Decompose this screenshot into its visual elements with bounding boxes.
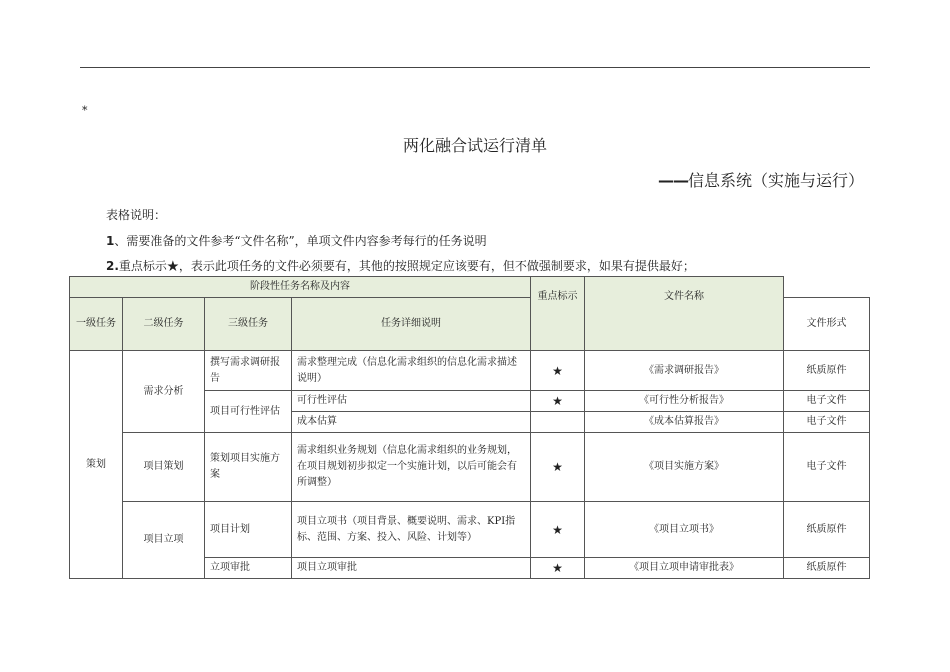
task-table	[69, 276, 870, 579]
row-detail: 需求整理完成（信息化需求组织的信息化需求描述说明）	[292, 351, 531, 391]
group-planning: 项目策划	[123, 433, 205, 502]
note-1-number: 1	[106, 234, 115, 248]
header-group: 阶段性任务名称及内容	[70, 277, 531, 298]
star-mark	[531, 412, 585, 433]
task-approval: 立项审批	[205, 558, 292, 579]
group-requirements: 需求分析	[123, 351, 205, 433]
row-detail: 可行性评估	[292, 391, 531, 412]
note-item-1	[106, 232, 487, 249]
top-divider	[80, 67, 870, 68]
subtitle-dash: ——	[657, 171, 688, 190]
task-table-wrapper	[69, 276, 870, 579]
header-blank	[784, 277, 870, 298]
file-name: 《项目立项书》	[585, 502, 784, 558]
page-subtitle	[658, 168, 864, 191]
star-mark: ★	[531, 351, 585, 391]
file-form: 纸质原件	[784, 351, 870, 391]
file-name: 《成本估算报告》	[585, 412, 784, 433]
file-name: 《项目立项申请审批表》	[585, 558, 784, 579]
header-level3: 三级任务	[205, 298, 292, 351]
row-detail: 项目立项审批	[292, 558, 531, 579]
task-project-plan: 项目计划	[205, 502, 292, 558]
star-mark: ★	[531, 558, 585, 579]
file-form: 纸质原件	[784, 502, 870, 558]
header-level1: 一级任务	[70, 298, 123, 351]
note-2-text: 重点标示★，表示此项任务的文件必须要有，其他的按照规定应该要有，但不做强制要求，如果有提供最好；	[118, 259, 695, 273]
star-mark: ★	[531, 502, 585, 558]
header-file-form: 文件形式	[784, 298, 870, 351]
header-detail: 任务详细说明	[292, 298, 531, 351]
star-mark: ★	[531, 391, 585, 412]
page-title: 两化融合试运行清单	[402, 136, 547, 155]
header-key-mark: 重点标示	[531, 277, 585, 351]
notes-heading: 表格说明：	[106, 208, 167, 222]
row-detail: 成本估算	[292, 412, 531, 433]
row-detail: 需求组织业务规划（信息化需求组织的业务规划，在项目规划初步拟定一个实施计划，以后可能会有所调整）	[292, 433, 531, 502]
task-feasibility: 项目可行性评估	[205, 391, 292, 433]
note-1-text: 、需要准备的文件参考“文件名称”，单项文件内容参考每行的任务说明	[114, 234, 487, 248]
note-item-2	[106, 257, 695, 274]
file-name: 《可行性分析报告》	[585, 391, 784, 412]
group-initiation: 项目立项	[123, 502, 205, 579]
file-form: 电子文件	[784, 391, 870, 412]
row-detail: 项目立项书（项目背景、概要说明、需求、KPI指标、范围、方案、投入、风险、计划等）	[292, 502, 531, 558]
asterisk-marker: *	[82, 104, 88, 117]
subtitle-text: 信息系统（实施与运行）	[687, 171, 864, 190]
file-name: 《需求调研报告》	[585, 351, 784, 391]
header-file-name: 文件名称	[585, 277, 784, 351]
file-form: 电子文件	[784, 412, 870, 433]
file-form: 电子文件	[784, 433, 870, 502]
star-mark: ★	[531, 433, 585, 502]
header-level2: 二级任务	[123, 298, 205, 351]
file-name: 《项目实施方案》	[585, 433, 784, 502]
task-survey-report: 撰写需求调研报告	[205, 351, 292, 391]
note-2-number: 2.	[106, 259, 119, 273]
task-implementation-plan: 策划项目实施方案	[205, 433, 292, 502]
file-form: 纸质原件	[784, 558, 870, 579]
phase-cell: 策划	[70, 351, 123, 579]
